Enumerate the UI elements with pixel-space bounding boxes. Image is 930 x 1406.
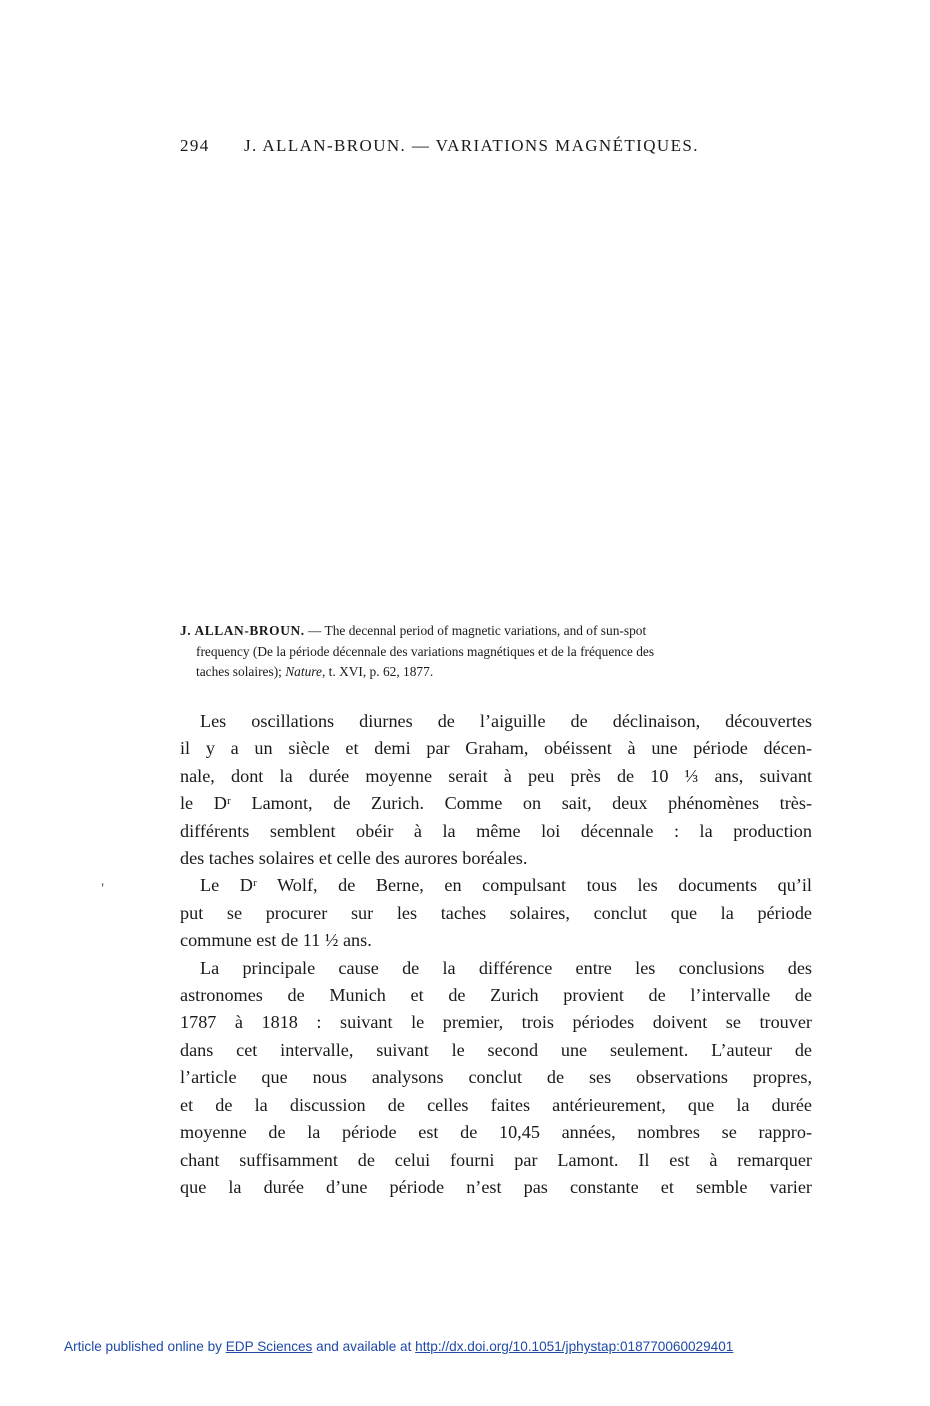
text-line: commune est de 11 ½ ans. xyxy=(180,930,372,951)
reference-title-start: — The decennal period of magnetic variations, and of sun-spot xyxy=(304,623,647,638)
text-line: astronomes de Munich et de Zurich provient de l’intervalle de xyxy=(180,985,812,1006)
article-body xyxy=(180,708,812,1201)
text-line: chant suffisamment de celui fourni par Lamont. Il est à remarquer xyxy=(180,1149,812,1170)
text-line: Le Dʳ Wolf, de Berne, en compulsant tous les documents qu’il xyxy=(200,875,812,896)
running-head xyxy=(180,136,820,156)
text-line: le Dʳ Lamont, de Zurich. Comme on sait, deux phénomènes très- xyxy=(180,793,812,814)
reference-citation: , t. XVI, p. 62, 1877. xyxy=(321,664,434,679)
footer-prefix: Article published online by xyxy=(64,1339,226,1354)
text-line: des taches solaires et celle des aurores boréales. xyxy=(180,848,528,869)
text-line: différents semblent obéir à la même loi décennale : la production xyxy=(180,820,812,841)
doi-link[interactable]: http://dx.doi.org/10.1051/jphystap:018770060029401 xyxy=(415,1339,734,1354)
bibliographic-reference xyxy=(180,621,812,683)
reference-line-1 xyxy=(180,621,812,642)
reference-line-3 xyxy=(180,662,812,683)
publisher-link[interactable]: EDP Sciences xyxy=(225,1339,313,1354)
text-line: il y a un siècle et demi par Graham, obéissent à une période décen- xyxy=(180,738,812,759)
reference-journal: Nature xyxy=(285,664,322,679)
text-line: et de la discussion de celles faites antérieurement, que la durée xyxy=(180,1094,812,1115)
text-line: put se procurer sur les taches solaires, conclut que la période xyxy=(180,902,812,923)
reference-author: J. ALLAN-BROUN. xyxy=(180,623,305,638)
text-line: La principale cause de la différence entre les conclusions des xyxy=(200,957,812,978)
page-number: 294 xyxy=(180,136,210,155)
paragraph-2 xyxy=(180,872,812,954)
footer-middle: and available at xyxy=(312,1339,416,1354)
text-line: dans cet intervalle, suivant le second une seulement. L’auteur de xyxy=(180,1039,812,1060)
text-line: Les oscillations diurnes de l’aiguille de déclinaison, découvertes xyxy=(200,711,812,731)
publisher-footer xyxy=(64,1339,864,1354)
reference-title-end: taches solaires); xyxy=(196,664,286,679)
running-title: J. ALLAN-BROUN. — VARIATIONS MAGNÉTIQUES. xyxy=(244,136,699,155)
text-line: 1787 à 1818 : suivant le premier, trois périodes doivent se trouver xyxy=(180,1012,812,1033)
paragraph-3 xyxy=(180,955,812,1202)
text-line: nale, dont la durée moyenne serait à peu près de 10 ⅓ ans, suivant xyxy=(180,765,812,786)
paragraph-1 xyxy=(180,708,812,872)
reference-line-2: frequency (De la période décennale des variations magnétiques et de la fréquence des xyxy=(196,643,655,659)
text-line: que la durée d’une période n’est pas constante et semble varier xyxy=(180,1176,812,1197)
text-line: moyenne de la période est de 10,45 années, nombres se rappro- xyxy=(180,1122,812,1143)
text-line: l’article que nous analysons conclut de ses observations propres, xyxy=(180,1067,812,1088)
margin-mark: ’ xyxy=(101,880,105,896)
